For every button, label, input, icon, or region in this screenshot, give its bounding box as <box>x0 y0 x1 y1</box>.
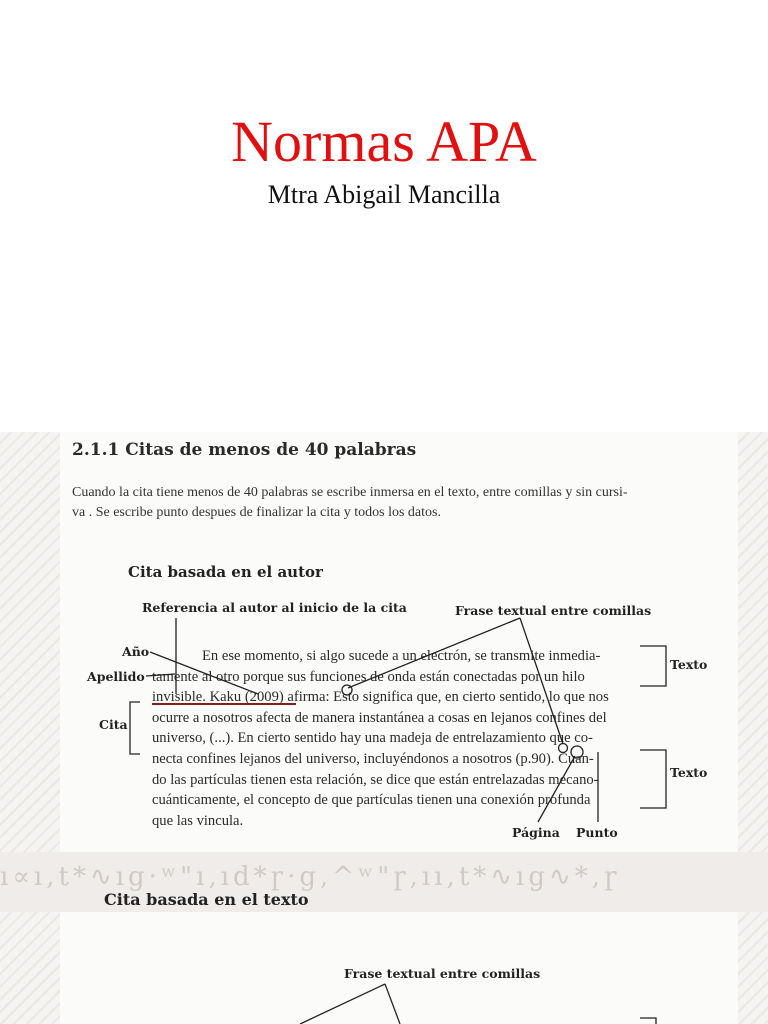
page2-margin-right <box>738 912 768 1024</box>
label-texto-1: Texto <box>670 657 708 672</box>
quote-line: cuánticamente, el concepto de que partículas tienen una conexión profunda <box>152 792 591 809</box>
label-apellido: Apellido <box>87 669 145 684</box>
slide-subtitle: Mtra Abigail Mancilla <box>267 180 501 209</box>
page2-margin-left <box>0 912 60 1024</box>
page2-label-frase-textual: Frase textual entre comillas <box>344 966 541 981</box>
label-frase-textual: Frase textual entre comillas <box>455 603 652 618</box>
slide-title: Normas APA <box>231 109 537 174</box>
quote-line: universo, (...). En cierto sentido hay una madeja de entrelazamiento que co- <box>152 730 593 747</box>
decorative-band <box>0 852 768 912</box>
intro-line: Cuando la cita tiene menos de 40 palabras se escribe inmersa en el texto, entre comillas y sin cursi- <box>72 485 628 500</box>
label-texto-2: Texto <box>670 765 708 780</box>
quote-line: necta confines lejanos del universo, incluyéndonos a nosotros (p.90). Cuan- <box>152 750 594 767</box>
label-cita: Cita <box>99 717 128 732</box>
quote-line: En ese momento, si algo sucede a un electrón, se transmite inmedia- <box>202 648 601 664</box>
page-margin-right <box>738 432 768 852</box>
document-page-2 <box>0 912 768 1024</box>
quote-line: que las vincula. <box>152 812 244 829</box>
quote-line: invisible. Kaku (2009) afirma: Esto significa que, en cierto sentido, lo que nos <box>152 689 609 706</box>
quote-line: tamente al otro porque sus funciones de onda están conectadas por un hilo <box>152 668 585 685</box>
label-anio: Año <box>122 644 150 659</box>
label-referencia-autor: Referencia al autor al inicio de la cita <box>142 600 407 615</box>
document-page-1 <box>0 432 768 852</box>
subheading-cita-autor: Cita basada en el autor <box>128 563 323 581</box>
subheading-cita-texto: Cita basada en el texto <box>104 890 309 909</box>
quote-line: ocurre a nosotros afecta de manera instantánea a cosas en lejanos confines del <box>152 709 607 726</box>
section-heading: 2.1.1 Citas de menos de 40 palabras <box>72 440 417 460</box>
label-pagina: Página <box>512 825 560 840</box>
decorative-glyph-strip: ı∝ı,t*∿ıg·ʷ"ı,ıd*ɼ·g,^ʷ"ɼ,ıı,t*∿ıg∿*,ɼ <box>0 862 621 892</box>
quote-paragraph <box>152 646 658 831</box>
quote-line: do las partículas tienen esta relación, se dice que están entrelazadas mecano- <box>152 771 599 788</box>
label-punto: Punto <box>576 825 618 840</box>
intro-line: va . Se escribe punto despues de finalizar la cita y todos los datos. <box>72 505 441 520</box>
intro-paragraph <box>72 483 712 523</box>
page-margin-left <box>0 432 60 852</box>
